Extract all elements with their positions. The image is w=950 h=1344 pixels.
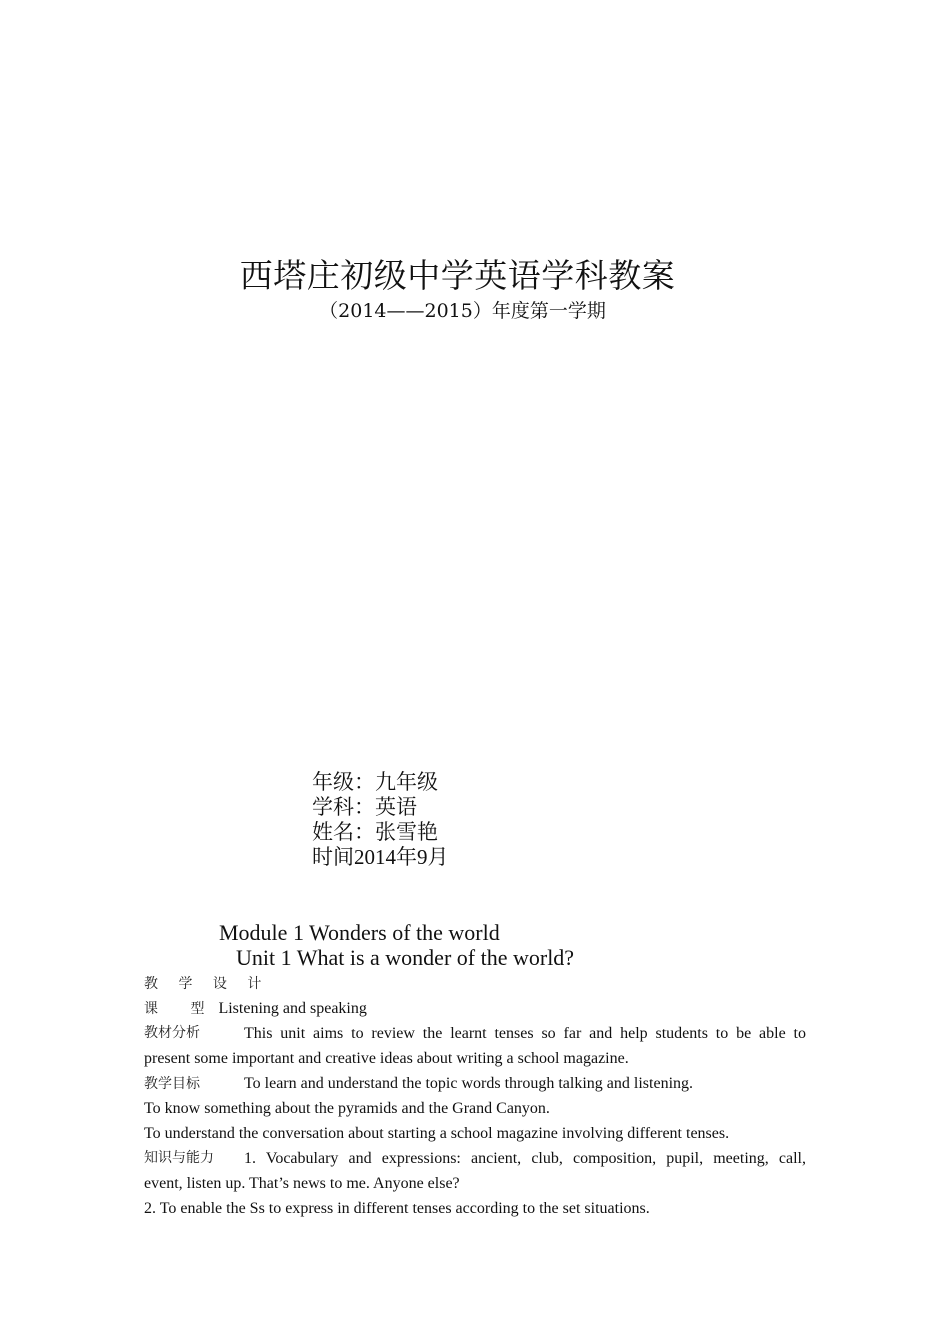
time-prefix: 时间 <box>312 845 354 869</box>
analysis-text-2: present some important and creative ideas about writing a school magazine. <box>144 1050 629 1067</box>
goals-text-1: To learn and understand the topic words through talking and listening. <box>244 1075 694 1092</box>
knowledge-row <box>144 1146 806 1171</box>
design-heading <box>144 971 806 997</box>
time-year-unit: 年 <box>396 845 417 869</box>
knowledge-text-2: event, listen up. That’s news to me. Anyone else? <box>144 1175 460 1192</box>
goals-row <box>144 1071 806 1097</box>
lesson-type-row <box>144 996 806 1022</box>
lesson-type-label: 课 型 <box>144 1001 219 1017</box>
knowledge-label: 知识与能力 <box>144 1150 214 1166</box>
design-heading-text: 教 学 设 计 <box>144 976 270 992</box>
module-title: Module 1 Wonders of the world <box>219 920 500 945</box>
document-title: 西塔庄初级中学英语学科教案 <box>239 256 676 295</box>
analysis-text-1: This unit aims to review the learnt tenses so far and help students to be able to <box>244 1025 806 1042</box>
unit-title: Unit 1 What is a wonder of the world? <box>236 945 575 970</box>
analysis-row <box>144 1021 806 1046</box>
goals-text-3: To understand the conversation about starting a school magazine involving different tenses. <box>144 1125 730 1142</box>
knowledge-text-3: 2. To enable the Ss to express in different tenses according to the set situations. <box>144 1200 650 1217</box>
time-month: 9 <box>417 845 428 869</box>
lesson-type-value: Listening and speaking <box>218 1000 367 1017</box>
semester-subtitle: （2014——2015）年度第一学期 <box>319 300 606 322</box>
grade-line: 年级：九年级 <box>312 770 438 794</box>
subject-line: 学科：英语 <box>312 795 417 819</box>
time-line <box>312 845 449 870</box>
analysis-label: 教材分析 <box>144 1025 200 1041</box>
goals-text-2: To know something about the pyramids and the Grand Canyon. <box>144 1100 550 1117</box>
goals-label: 教学目标 <box>144 1076 200 1092</box>
knowledge-text-1: 1. Vocabulary and expressions: ancient, club, composition, pupil, meeting, call, <box>244 1150 806 1167</box>
time-year: 2014 <box>354 845 396 869</box>
time-month-unit: 月 <box>427 845 449 869</box>
teacher-name-line: 姓名：张雪艳 <box>312 820 438 844</box>
